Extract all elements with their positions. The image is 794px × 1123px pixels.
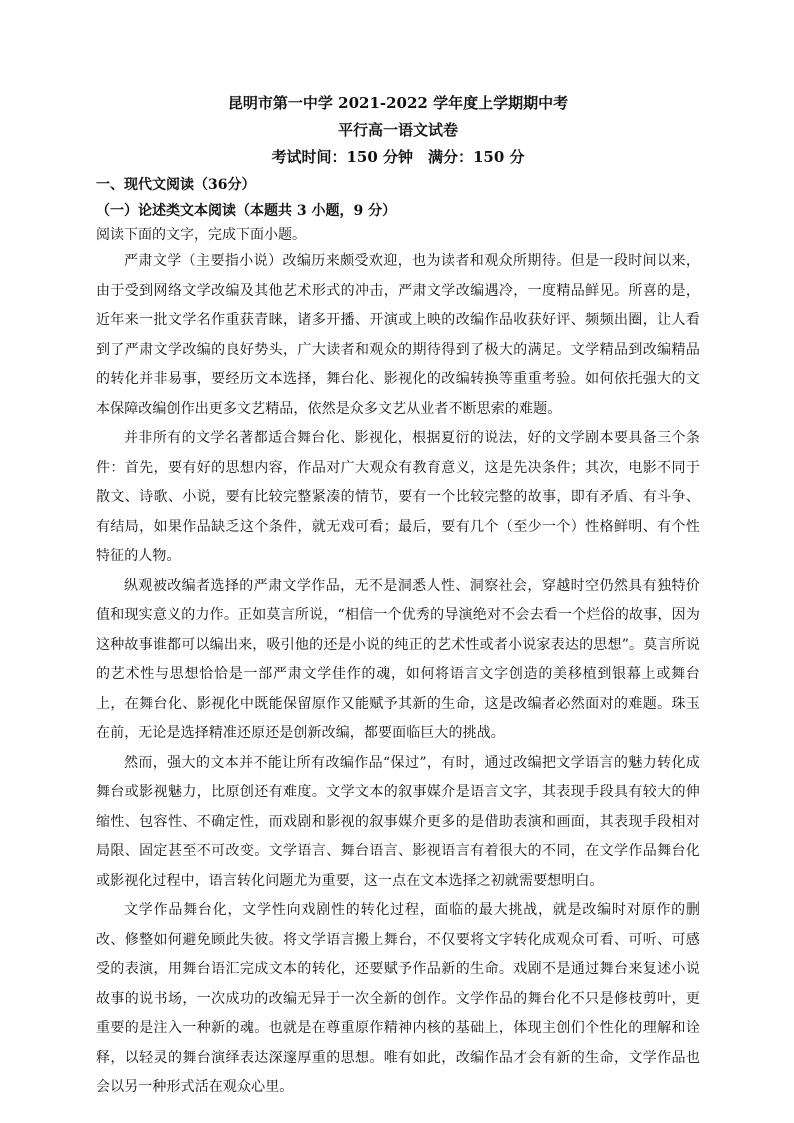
paragraph-5: 文学作品舞台化，文学性向戏剧性的转化过程，面临的最大挑战，就是改编时对原作的删改、修整如何避免顾此失彼。将文学语言搬上舞台，不仅要将文字转化成观众可看、可听、可感受的表演，用舞台语汇完成文本的转化，还要赋予作品新的生命。戏剧不是通过舞台来复述小说故事的说书场，一次成功的改编无异于一次全新的创作。文学作品的舞台化不只是修枝剪叶，更重要的是注入一种新的魂。也就是在尊重原作精神内核的基础上，体现主创们个性化的理解和诠释，以轻灵的舞台演绎表达深邃厚重的思想。唯有如此，改编作品才会有新的生命，文学作品也会以另一种形式活在观众心里。 [96,902,700,1095]
paragraph-2: 并非所有的文学名著都适合舞台化、影视化，根据夏衍的说法，好的文学剧本要具备三个条件：首先，要有好的思想内容，作品对广大观众有教育意义，这是先决条件；其次，电影不同于散文、诗歌、小说，要有比较完整紧凑的情节，要有一个比较完整的故事，即有矛盾、有斗争、有结局，如果作品缺乏这个条件，就无戏可看；最后，要有几个（至少一个）性格鲜明、有个性特征的人物。 [96,430,700,564]
paragraph-4: 然而，强大的文本并不能让所有改编作品“保过”，有时，通过改编把文学语言的魅力转化成舞台或影视魅力，比原创还有难度。文学文本的叙事媒介是语言文字，其表现手段具有较大的伸缩性、包容性、不确定性，而戏剧和影视的叙事媒介更多的是借助表演和画面，其表现手段相对局限、固定甚至不可改变。文学语言、舞台语言、影视语言有着很大的不同，在文学作品舞台化或影视化过程中，语言转化问题尤为重要，这一点在文本选择之初就需要想明白。 [96,754,700,889]
exam-title: 平行高一语文试卷 [337,121,458,139]
school-title: 昆明市第一中学 2021-2022 学年度上学期期中考 [227,94,569,112]
exam-info: 考试时间：150 分钟 满分：150 分 [271,148,525,166]
paragraph-1: 严肃文学（主要指小说）改编历来颇受欢迎，也为读者和观众所期待。但是一段时间以来，由于受到网络文学改编及其他艺术形式的冲击，严肃文学改编遇冷，一度精品鲜见。所喜的是，近年来一批文学名作重获青睐，诸多开播、开演或上映的改编作品收获好评、频频出圈，让人看到了严肃文学改编的良好势头，广大读者和观众的期待得到了极大的满足。文学精品到改编精品的转化并非易事，要经历文本选择，舞台化、影视化的改编转换等重重考验。如何依托强大的文本保障改编创作出更多文艺精品，依然是众多文艺从业者不断思索的难题。 [96,253,700,417]
exam-page [96,90,700,1103]
sub-section-heading: （一）论述类文本阅读（本题共 3 小题，9 分） [96,203,397,219]
paragraph-3: 纵观被改编者选择的严肃文学作品，无不是洞悉人性、洞察社会，穿越时空仍然具有独特价值和现实意义的力作。正如莫言所说，“相信一个优秀的导演绝对不会去看一个烂俗的故事，因为这种故事谁都可以编出来，吸引他的还是小说的纯正的艺术性或者小说家表达的思想”。莫言所说的艺术性与思想恰恰是一部严肃文学佳作的魂，如何将语言文字创造的美移植到银幕上或舞台上，在舞台化、影视化中既能保留原作又能赋予其新的生命，这是改编者必然面对的难题。珠玉在前，无论是选择精准还原还是创新改编，都要面临巨大的挑战。 [96,577,700,741]
section-heading: 一、现代文阅读（36分） [96,177,256,193]
reading-instruction: 阅读下面的文字，完成下面小题。 [96,227,306,243]
